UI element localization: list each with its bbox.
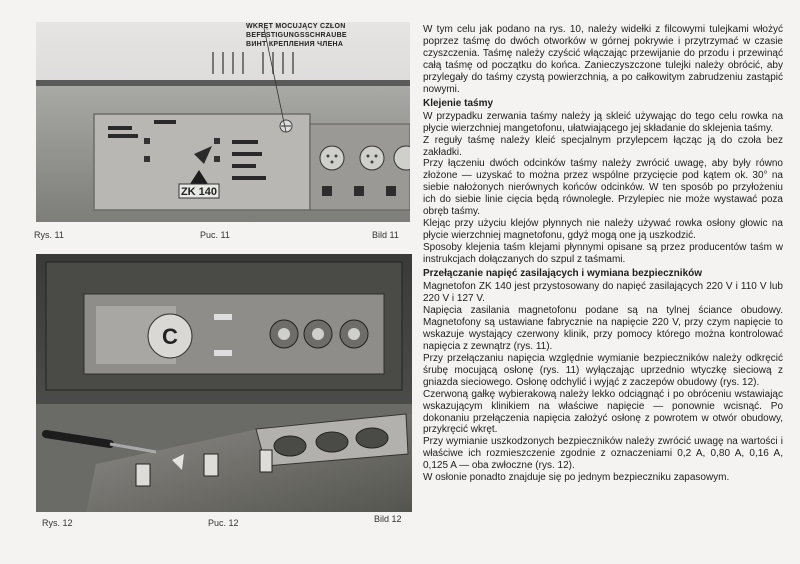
voltage-paragraph-6: W osłonie ponadto znajduje się po jednym bezpieczniku zapasowym.: [423, 472, 730, 484]
caption-bild-12: Bild 12: [374, 514, 402, 524]
voltage-paragraph-2: Napięcia zasilania magnetofonu podane są na tylnej ściance obudowy. Magnetofony są ustawiane fabrycznie na napięcie 220 V, przy czym napięcie to wskazuje wystający czerwony klinik, przy pomocy którego można kontrolować napięcia z zewnątrz (rys. 11).: [423, 304, 783, 352]
caption-rys-11: Rys. 11: [34, 230, 64, 240]
figure-11-illustration: [36, 22, 410, 222]
voltage-paragraph-1: Magnetofon ZK 140 jest przystosowany do napięć zasilających 220 V i 110 V lub 220 V i 127 V.: [423, 281, 783, 304]
instructions-text-column: [423, 24, 783, 484]
caption-puc-11: Puc. 11: [200, 230, 230, 240]
device-model-label: ZK 140: [180, 186, 218, 198]
splicing-paragraph-2: Z reguły taśmę należy kleić specjalnym przylepcem łącząc ją do czoła bez zakładki.: [423, 134, 783, 158]
splicing-paragraph-5: Sposoby klejenia taśm klejami płynnymi opisane są przez producentów taśm w instrukcjach dołączanych do szpul z taśmami.: [423, 242, 783, 266]
heading-tape-splicing: Klejenie taśmy: [423, 97, 494, 109]
callout-line-ru: ВИНТ КРЕПЛЕНИЯ ЧЛЕНА: [246, 41, 344, 48]
figure-12-photo: [36, 254, 412, 512]
splicing-paragraph-4: Klejąc przy użyciu klejów płynnych nie należy używać rowka osłony głowic na płycie wierzchniej magnetofonu, gdyż mogą one ją uszkodzić.: [423, 218, 783, 242]
callout-line-de: BEFESTIGUNGSSCHRAUBE: [246, 32, 347, 39]
splicing-paragraph-3: Przy łączeniu dwóch odcinków taśmy należy zwrócić uwagę, aby były równo złożone — uzyskać to można przez wspólne przycięcie pod kątem ok. 30° na siebie nałożonych nierównych końców odcinków. W ten sposób po przyłożeniu ich do siebie linie cięcia będą równoległe. Przylepiec nie może wystawać poza obręb taśmy.: [423, 158, 783, 218]
figure-11-photo: [36, 22, 410, 222]
heading-voltage-fuses: Przełączanie napięć zasilających i wymiana bezpieczników: [423, 268, 703, 280]
caption-rys-12: Rys. 12: [42, 518, 73, 528]
caption-puc-12: Puc. 12: [208, 518, 239, 528]
splicing-paragraph-1: W przypadku zerwania taśmy należy ją skleić używając do tego celu rowka na płycie wierzchniej mangetofonu, ułatwiającego jej składanie do sklejenia taśmy.: [423, 110, 783, 134]
callout-line-pl: WKRĘT MOCUJĄCY CZŁON: [246, 23, 346, 30]
voltage-paragraph-5: Przy wymianie uszkodzonych bezpieczników należy zwrócić uwagę na wartości i właściwe ich rozmieszczenie zgodnie z oznaczeniami 0,2 A, 0,80 A, 0,16 A, 0,125 A — oba zwłoczne (rys. 12).: [423, 436, 783, 472]
voltage-paragraph-3: Przy przełączaniu napięcia względnie wymianie bezpieczników należy odkręcić śrubę mocującą osłonę (rys. 11) wyłączając uprzednio wtyczkę sieciową z gniazda sieciowego. Osłonę odchylić i wyjąć z zaczepów obudowy (rys. 12).: [423, 352, 783, 388]
voltage-paragraph-4: Czerwoną gałkę wybierakową należy lekko odciągnąć i po obróceniu wstawiając wskazującym klinikiem na właściwe napięcie — ponownie wcisnąć. Po dokonaniu przełączenia napięcia założyć osłonę z powrotem w otwór obudowy, przykręcić wkręt.: [423, 388, 783, 436]
intro-paragraph: W tym celu jak podano na rys. 10, należy widełki z filcowymi tulejkami włożyć poprzez taśmę do dwóch otworków w górnej pokrywie i przytrzymać w czasie czyszczenia. Taśmę należy czyścić włączając przewijanie do przodu i przewinąć całą taśmę od początku do końca. Zanieczyszczone tulejki należy obrócić, aby przylegały do taśmy czystą powierzchnią, a po całkowitym zabrudzeniu zastąpić nowymi.: [423, 24, 783, 95]
svg-text:C: C: [162, 324, 178, 349]
caption-bild-11: Bild 11: [372, 230, 399, 240]
figure-12-illustration: [36, 254, 412, 512]
figure-11-callout: [246, 22, 386, 49]
